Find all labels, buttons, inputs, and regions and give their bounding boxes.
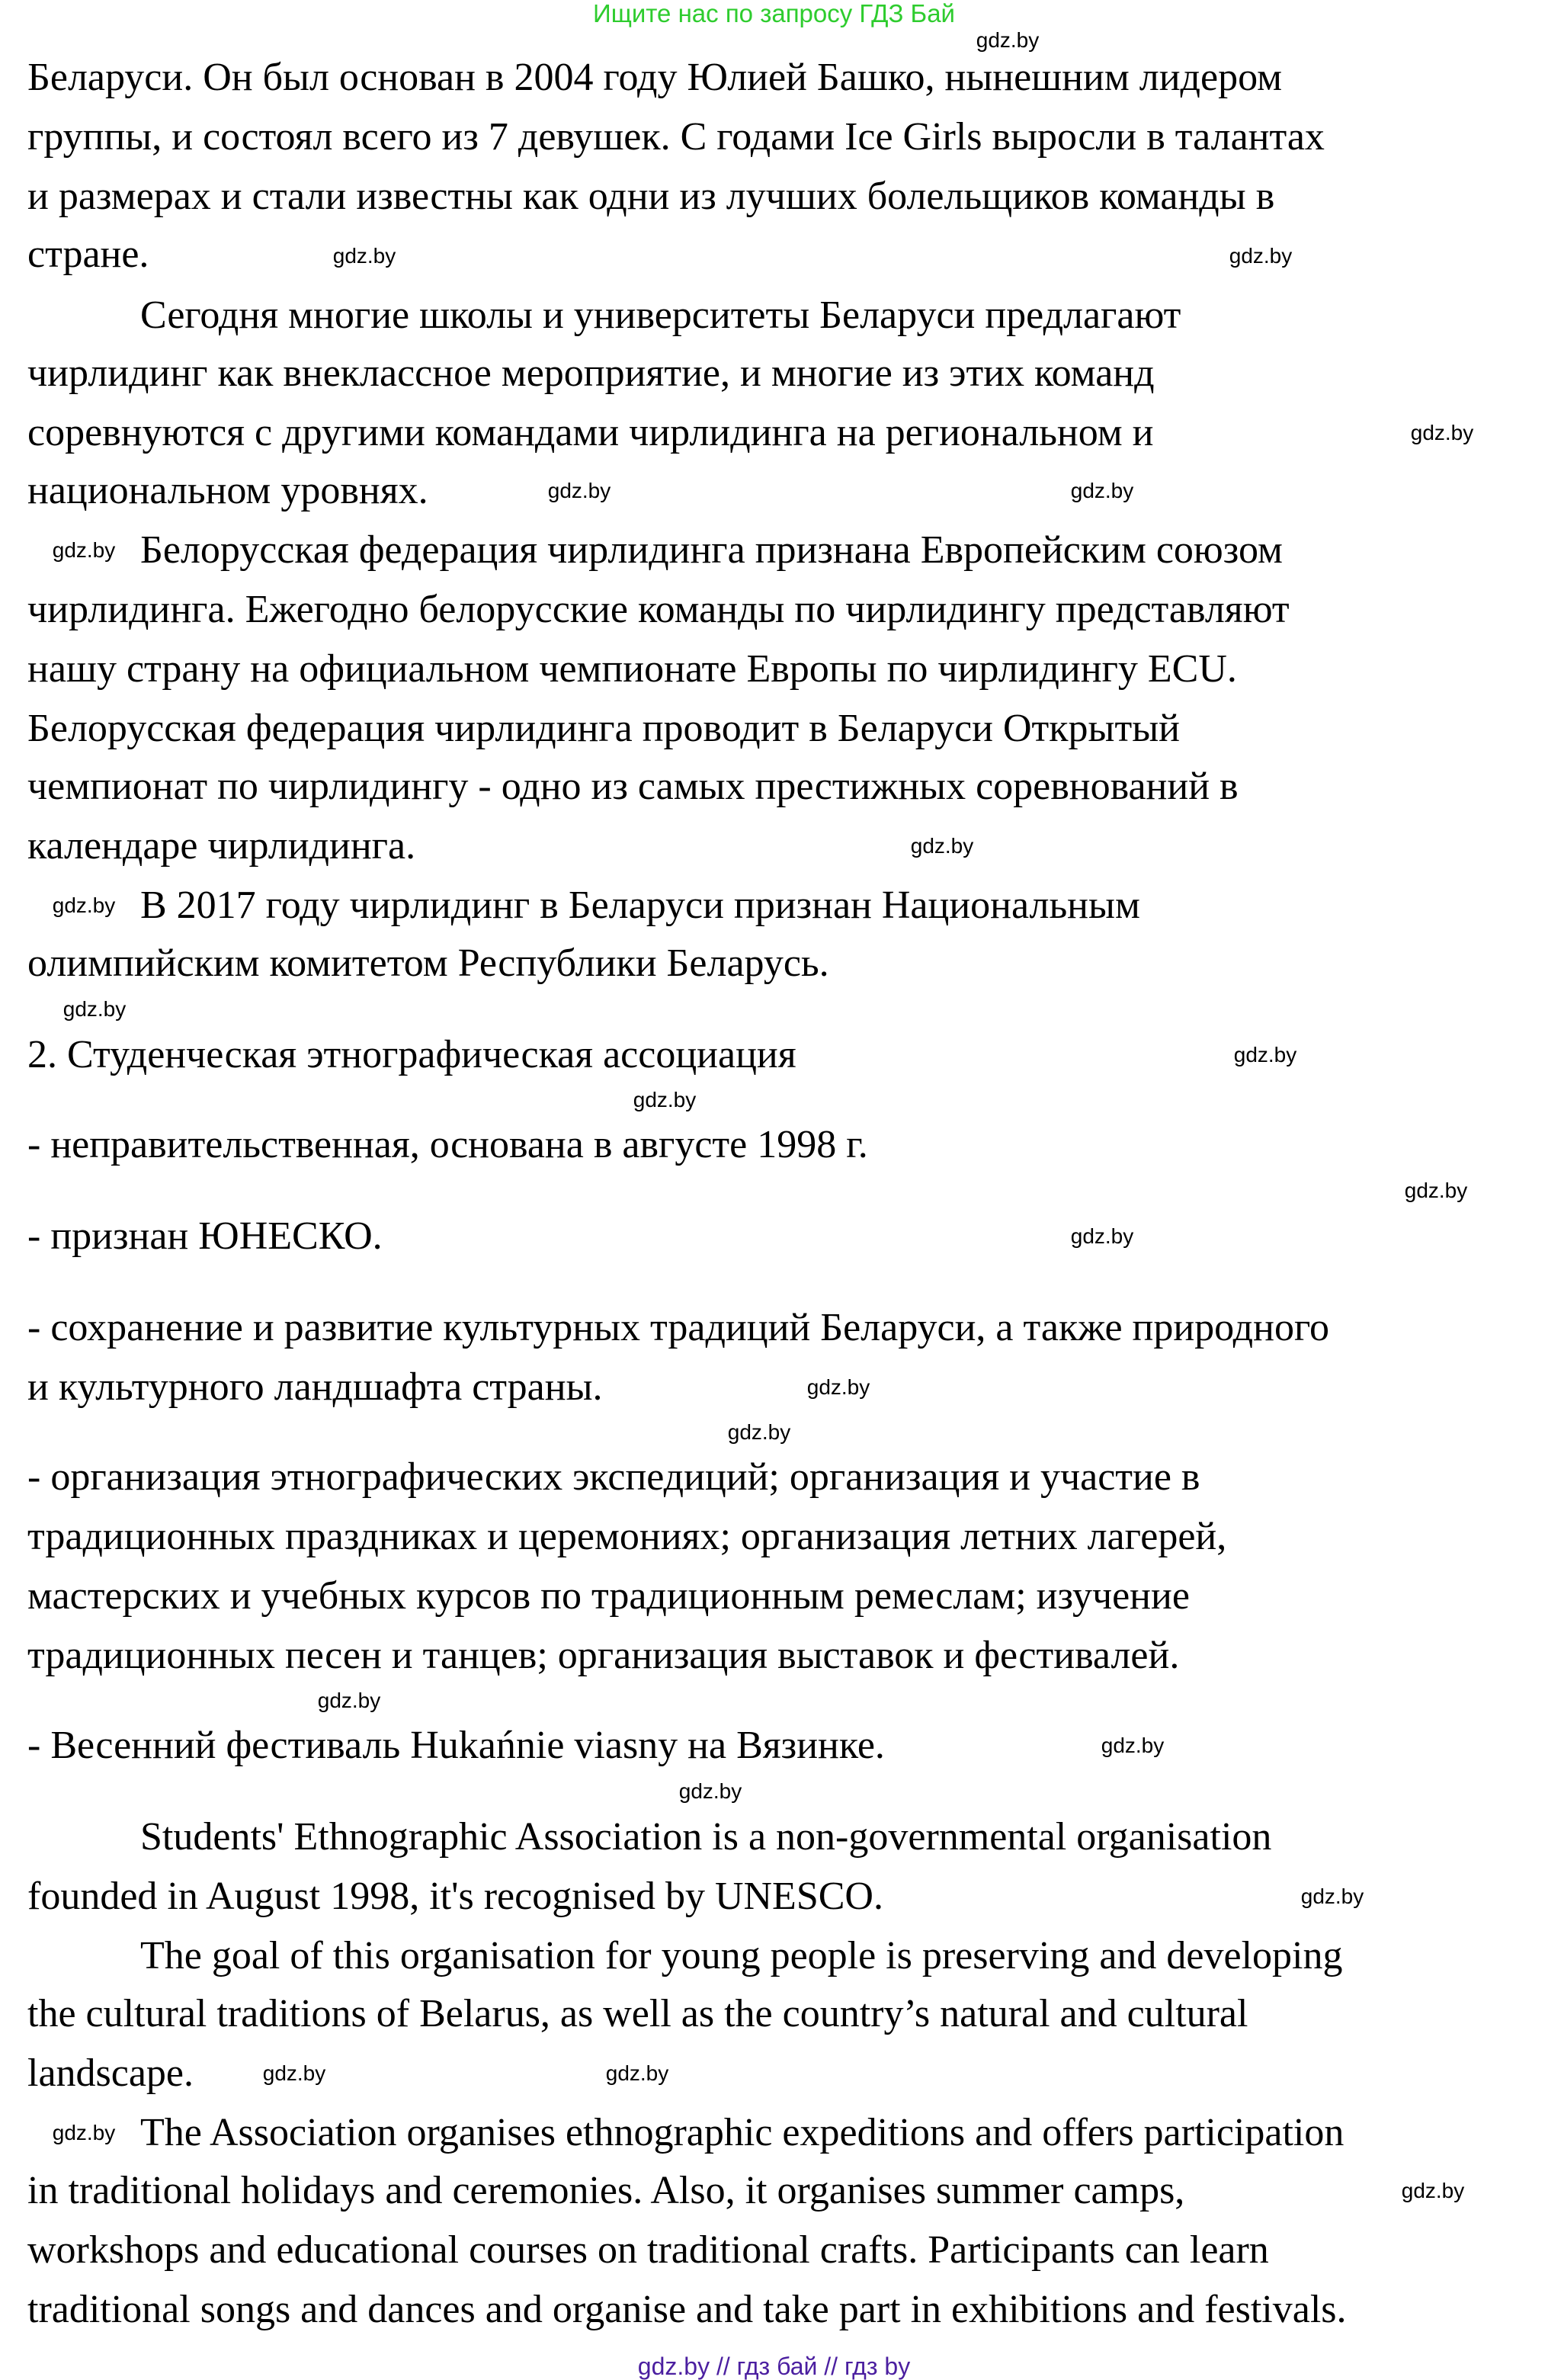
watermark-text: gdz.by — [1101, 1734, 1165, 1757]
text-line: founded in August 1998, it's recognised by UNESCO. — [27, 1875, 883, 1918]
text-line: Белорусская федерация чирлидинга признана Европейским союзом — [140, 528, 1283, 572]
text-line: и размерах и стали известны как одни из лучших болельщиков команды в — [27, 175, 1275, 218]
text-line: The Association organises ethnographic expeditions and offers participation — [140, 2111, 1344, 2154]
watermark-text: gdz.by — [910, 834, 974, 858]
text-line: чемпионат по чирлидингу - одно из самых престижных соревнований в — [27, 765, 1239, 808]
text-line: landscape. — [27, 2051, 194, 2095]
text-line: Students' Ethnographic Association is a non-governmental organisation — [140, 1815, 1272, 1859]
watermark-text: gdz.by — [806, 1375, 870, 1399]
watermark-text: gdz.by — [1404, 1179, 1468, 1202]
watermark-text: gdz.by — [605, 2061, 669, 2085]
text-line: the cultural traditions of Belarus, as well as the country’s natural and cultural — [27, 1992, 1248, 2035]
text-line: traditional songs and dances and organise and take part in exhibitions and festivals. — [27, 2288, 1347, 2331]
watermark-text: gdz.by — [1233, 1043, 1297, 1067]
text-line: традиционных песен и танцев; организация выставок и фестивалей. — [27, 1634, 1180, 1677]
text-line: соревнуются с другими командами чирлидинга на региональном и — [27, 411, 1154, 454]
text-line: in traditional holidays and ceremonies. Also, it organises summer camps, — [27, 2169, 1185, 2212]
watermark-text: gdz.by — [727, 1420, 791, 1444]
text-line: чирлидинг как внеклассное мероприятие, и многие из этих команд — [27, 351, 1155, 395]
text-line: олимпийским комитетом Республики Беларусь. — [27, 941, 829, 985]
text-line: мастерских и учебных курсов по традиционным ремеслам; изучение — [27, 1574, 1190, 1618]
watermark-text: gdz.by — [332, 244, 396, 268]
text-line: The goal of this organisation for young people is preserving and developing — [140, 1934, 1343, 1977]
text-line: - неправительственная, основана в августе 1998 г. — [27, 1123, 868, 1166]
text-line: календаре чирлидинга. — [27, 824, 416, 868]
watermark-text: gdz.by — [1229, 244, 1293, 268]
watermark-text: gdz.by — [1070, 479, 1134, 502]
text-line: - сохранение и развитие культурных традиций Беларуси, а также природного — [27, 1306, 1330, 1349]
text-line: - признан ЮНЕСКО. — [27, 1214, 383, 1258]
text-line: национальном уровнях. — [27, 469, 428, 512]
text-line: стране. — [27, 233, 149, 276]
watermark-text: gdz.by — [1410, 421, 1474, 444]
text-line: Беларуси. Он был основан в 2004 году Юлией Башко, нынешним лидером — [27, 56, 1282, 99]
watermark-text: gdz.by — [52, 893, 116, 917]
watermark-text: gdz.by — [62, 997, 127, 1021]
text-line: - Весенний фестиваль Hukańnie viasny на Вязинке. — [27, 1724, 885, 1767]
text-line: - организация этнографических экспедиций; организация и участие в — [27, 1455, 1200, 1499]
watermark-text: gdz.by — [262, 2061, 326, 2085]
text-line: Сегодня многие школы и университеты Беларуси предлагают — [140, 293, 1181, 337]
watermark-text: gdz.by — [976, 28, 1040, 52]
search-banner: Ищите нас по запросу ГДЗ Бай — [593, 0, 955, 27]
text-line: чирлидинга. Ежегодно белорусские команды по чирлидингу представляют — [27, 588, 1290, 631]
watermark-text: gdz.by — [1401, 2179, 1465, 2202]
watermark-text: gdz.by — [52, 2121, 116, 2144]
text-line: нашу страну на официальном чемпионате Европы по чирлидингу ECU. — [27, 647, 1237, 691]
text-line: традиционных праздниках и церемониях; организация летних лагерей, — [27, 1515, 1227, 1558]
watermark-text: gdz.by — [317, 1689, 381, 1712]
watermark-text: gdz.by — [1070, 1224, 1134, 1248]
watermark-text: gdz.by — [678, 1779, 742, 1803]
watermark-text: gdz.by — [547, 479, 611, 502]
watermark-text: gdz.by — [52, 538, 116, 562]
watermark-text: gdz.by — [1300, 1884, 1364, 1908]
text-line: и культурного ландшафта страны. — [27, 1365, 603, 1409]
watermark-text: gdz.by — [633, 1088, 697, 1111]
footer-links: gdz.by // гдз бай // гдз by — [637, 2353, 911, 2380]
text-line: workshops and educational courses on traditional crafts. Participants can learn — [27, 2228, 1269, 2272]
text-line: Белорусская федерация чирлидинга проводит в Беларуси Открытый — [27, 707, 1180, 750]
text-line: группы, и состоял всего из 7 девушек. С годами Ice Girls выросли в талантах — [27, 115, 1325, 159]
text-line: В 2017 году чирлидинг в Беларуси признан Национальным — [140, 884, 1140, 927]
text-line: 2. Студенческая этнографическая ассоциация — [27, 1033, 796, 1076]
